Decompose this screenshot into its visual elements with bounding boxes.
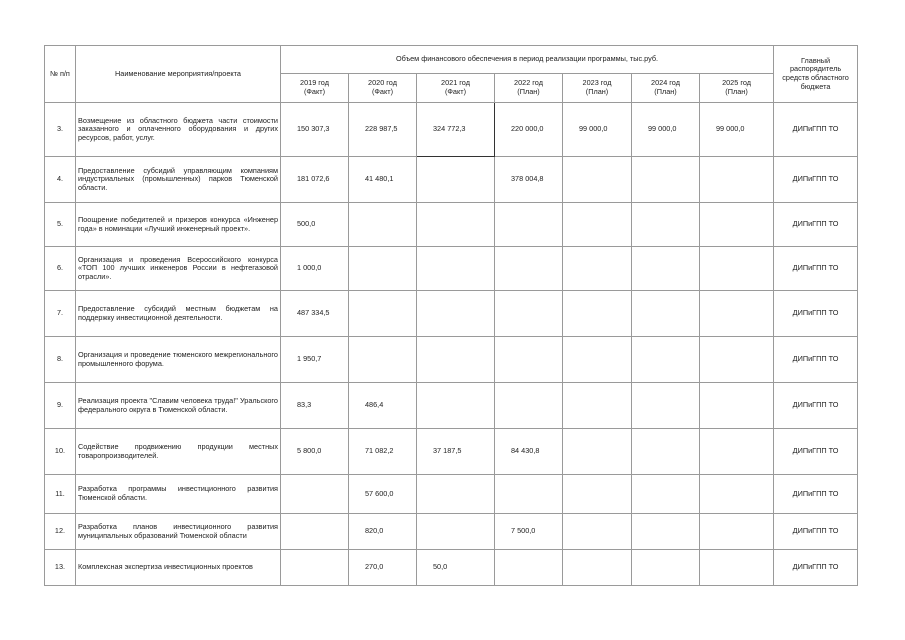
header-distributor: Главный распорядитель средств областного бюджета [774,46,858,103]
row-value [632,247,700,291]
row-num: 6. [45,247,76,291]
row-value [349,337,417,383]
header-year [563,74,632,103]
row-value [281,550,349,586]
row-value [700,337,774,383]
row-name: Разработка программы инвестиционного развития Тюменской области. [76,475,281,514]
row-name: Реализация проекта "Славим человека труда!" Уральского федерального округа в Тюменской области. [76,383,281,429]
table-row [45,203,858,247]
row-value [700,247,774,291]
header-year [632,74,700,103]
row-value: 378 004,8 [495,157,563,203]
row-value: 71 082,2 [349,429,417,475]
row-value: 99 000,0 [563,103,632,157]
header-year-kind: (План) [725,87,748,96]
row-value: 5 800,0 [281,429,349,475]
table-row [45,157,858,203]
header-row-1 [45,46,858,74]
header-year-label: 2023 год [582,78,612,88]
header-year-kind: (План) [517,87,540,96]
header-year [417,74,495,103]
header-year-label: 2022 год [514,78,543,88]
table-row [45,514,858,550]
row-value: 220 000,0 [495,103,563,157]
header-num: № п/п [45,46,76,103]
row-value: 99 000,0 [700,103,774,157]
row-name: Организация и проведения Всероссийского конкурса «ТОП 100 лучших инженеров России в нефтегазовой отрасли». [76,247,281,291]
table-row [45,475,858,514]
row-value [563,291,632,337]
row-distributor: ДИПиГПП ТО [774,514,858,550]
row-value [495,291,563,337]
row-value: 487 334,5 [281,291,349,337]
header-year-kind: (План) [585,87,609,96]
row-value [417,514,495,550]
header-year-kind: (Факт) [371,87,394,96]
row-name: Возмещение из областного бюджета части стоимости заказанного и оплаченного оборудования и других ресурсов, работ, услуг. [76,103,281,157]
row-distributor: ДИПиГПП ТО [774,203,858,247]
row-value: 84 430,8 [495,429,563,475]
row-name: Комплексная экспертиза инвестиционных проектов [76,550,281,586]
header-year-label: 2019 год [300,78,329,88]
row-distributor: ДИПиГПП ТО [774,103,858,157]
row-value: 1 000,0 [281,247,349,291]
row-name: Разработка планов инвестиционного развития муниципальных образований Тюменской области [76,514,281,550]
row-value [495,247,563,291]
row-value [349,203,417,247]
row-value [563,550,632,586]
row-value: 270,0 [349,550,417,586]
row-distributor: ДИПиГПП ТО [774,157,858,203]
row-value [632,291,700,337]
header-volume: Объем финансового обеспечения в период реализации программы, тыс.руб. [281,46,774,74]
row-num: 10. [45,429,76,475]
funding-table [44,45,858,586]
row-distributor: ДИПиГПП ТО [774,475,858,514]
row-value [417,247,495,291]
header-year [281,74,349,103]
row-value [281,514,349,550]
row-distributor: ДИПиГПП ТО [774,550,858,586]
row-value [632,429,700,475]
header-year [349,74,417,103]
row-value [632,337,700,383]
row-name: Предоставление субсидий управляющим компаниям индустриальных (промышленных) парков Тюменской области. [76,157,281,203]
header-year-kind: (План) [654,87,677,96]
row-value: 820,0 [349,514,417,550]
row-value [632,550,700,586]
row-value [349,291,417,337]
row-num: 13. [45,550,76,586]
row-name: Предоставление субсидий местным бюджетам на поддержку инвестиционной деятельности. [76,291,281,337]
row-value [700,429,774,475]
table-row [45,429,858,475]
row-num: 5. [45,203,76,247]
row-value [563,247,632,291]
row-distributor: ДИПиГПП ТО [774,337,858,383]
row-value: 41 480,1 [349,157,417,203]
table-row [45,247,858,291]
row-value [417,337,495,383]
header-year-label: 2020 год [368,78,397,88]
row-num: 3. [45,103,76,157]
row-distributor: ДИПиГПП ТО [774,429,858,475]
header-year-label: 2021 год [441,78,470,88]
row-value [281,475,349,514]
table-row [45,383,858,429]
row-value [563,514,632,550]
row-value [700,157,774,203]
row-value [700,203,774,247]
header-year-kind: (Факт) [303,87,326,96]
row-value [700,383,774,429]
row-num: 7. [45,291,76,337]
row-value [700,550,774,586]
row-distributor: ДИПиГПП ТО [774,383,858,429]
row-value [417,291,495,337]
header-year-label: 2025 год [722,78,751,88]
header-year [495,74,563,103]
row-num: 9. [45,383,76,429]
row-value: 500,0 [281,203,349,247]
row-distributor: ДИПиГПП ТО [774,291,858,337]
row-distributor: ДИПиГПП ТО [774,247,858,291]
row-value: 228 987,5 [349,103,417,157]
row-num: 8. [45,337,76,383]
row-value [495,550,563,586]
table-row [45,291,858,337]
table-row [45,103,858,157]
table-row [45,550,858,586]
row-value [495,203,563,247]
row-name: Содействие продвижению продукции местных товаропроизводителей. [76,429,281,475]
row-value: 150 307,3 [281,103,349,157]
header-year-kind: (Факт) [444,87,467,96]
row-value: 324 772,3 [417,103,495,157]
row-value [563,203,632,247]
row-value: 99 000,0 [632,103,700,157]
table-body [45,103,858,586]
row-value: 181 072,6 [281,157,349,203]
row-num: 4. [45,157,76,203]
row-value [417,157,495,203]
header-year-label: 2024 год [651,78,680,88]
row-value [700,291,774,337]
row-num: 12. [45,514,76,550]
row-value: 37 187,5 [417,429,495,475]
header-year [700,74,774,103]
row-value: 7 500,0 [495,514,563,550]
row-name: Поощрение победителей и призеров конкурса «Инженер года» в номинации «Лучший инженерный проект». [76,203,281,247]
row-value [563,337,632,383]
row-value [417,383,495,429]
row-value [495,337,563,383]
header-name: Наименование мероприятия/проекта [76,46,281,103]
row-value [632,475,700,514]
row-value [563,475,632,514]
row-value [632,157,700,203]
row-value [700,514,774,550]
row-value: 1 950,7 [281,337,349,383]
row-value [632,203,700,247]
row-value [700,475,774,514]
row-value [349,247,417,291]
row-value: 50,0 [417,550,495,586]
row-value [563,429,632,475]
row-value [417,475,495,514]
row-num: 11. [45,475,76,514]
row-value: 83,3 [281,383,349,429]
row-name: Организация и проведение тюменского межрегионального промышленного форума. [76,337,281,383]
table-row [45,337,858,383]
row-value [495,383,563,429]
row-value: 57 600,0 [349,475,417,514]
row-value: 486,4 [349,383,417,429]
row-value [563,157,632,203]
row-value [632,383,700,429]
row-value [417,203,495,247]
row-value [632,514,700,550]
row-value [563,383,632,429]
row-value [495,475,563,514]
